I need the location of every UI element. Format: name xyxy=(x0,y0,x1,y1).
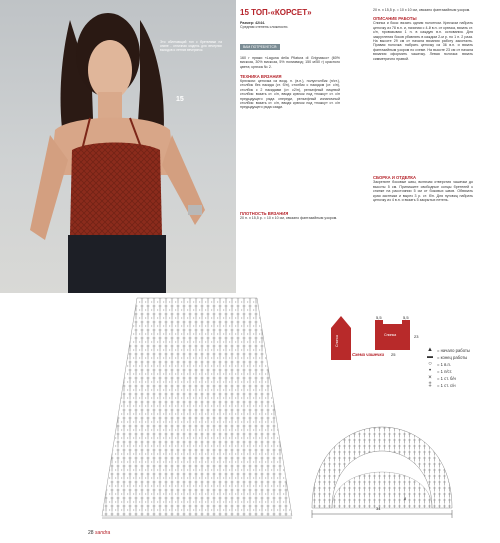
dim-23: 23 xyxy=(414,334,419,339)
pattern-number: 15 xyxy=(240,8,249,17)
cup-width-label: 34 xyxy=(376,506,381,511)
double-crochet-icon: ‡ xyxy=(428,382,432,388)
density-text: 20 п. х 15,5 р. = 10 х 10 см, связано фантазийным узором. xyxy=(240,216,338,221)
legend-item: ‡ = 1 ст. с/н xyxy=(425,382,495,389)
description-column xyxy=(373,8,473,260)
cup-chart-title: Схема чашечки xyxy=(352,352,385,357)
description-text: Спинка и бока: вязать одним полотном. Крючком набрать цепочку из 78 в.п. и, начиная с 4-й в.п. от крючка, вязать ст. с/н, провязывая 1 п. в каждую в.п. основания. Для закругления боков убавлять в каждом 2-м р. по 1 п. 2 раза. На высоте 29 см от начала вязания работу закончить. Правая полочка: набрать цепочку из 36 в.п. и вязать фантазийным узором по схеме. На высоте 23 см от начала вязания оформить чашечку. Левая полочка: вязать симметрично правой. xyxy=(373,21,473,61)
technique-text: Крючком: цепочка из возд. п. (в.п.), полустолбик (п/ст.), столбик без накида (ст. б/н), столбик с накидом (ст. с/н), столбик с 2 накидами (ст. с2/н), рельефный лицевой столбик: вязать ст. с/н, вводя крючок под «ножку» ст. с/н предыдущего ряда спереди, рельефный изнаночный столбик: вязать ст. с/н, вводя крючок под «ножку» ст. с/н предыдущего ряда сзади. xyxy=(240,79,340,110)
description-header: ОПИСАНИЕ РАБОТЫ xyxy=(373,16,417,22)
pattern-size: Размер: 42/44. xyxy=(240,21,266,25)
materials-badge: ВАМ ПОТРЕБУЕТСЯ: xyxy=(240,44,280,50)
brand-name: sandra xyxy=(94,530,111,536)
assembly-text: Закрепите боковые швы, включая отверстия чашечки до высоты 5 см. Припишите свободные концы бретелей к спинке на расстоянии 5 см от боковых швов. Обвязать края застежки и вырез 3 р. ст. б/н. Для пуговиц набрать цепочку из 4 в.п. и вязать 5 закрытых петель. xyxy=(373,180,473,203)
chain-stitch-icon: ○ xyxy=(428,361,432,367)
model-photo xyxy=(0,0,236,293)
strap-label: Спинка xyxy=(334,335,339,347)
page-footer xyxy=(88,530,110,536)
single-crochet-icon: × xyxy=(428,375,432,381)
start-icon: ▲ xyxy=(427,347,433,353)
legend-item: ○ = 1 в.п. xyxy=(425,361,495,368)
materials-text: 160 г пряжи «Laguna della Pilatura di Grignasco» (60% вискоза, 30% вискоза, 5% полиамид; 150 м/50 г) красного цвета; крючок № 2. xyxy=(240,55,340,69)
legend-item: × = 1 ст. б/н xyxy=(425,375,495,382)
density-header: ПЛОТНОСТЬ ВЯЗАНИЯ xyxy=(240,211,289,217)
pattern-title xyxy=(240,8,340,17)
pattern-title-block xyxy=(240,8,340,220)
technique-header: ТЕХНИКА ВЯЗАНИЯ xyxy=(240,74,282,80)
slip-stitch-icon: • xyxy=(428,368,432,374)
legend-item: ▲ = начало работы xyxy=(425,347,495,354)
legend-item: ▬ = конец работы xyxy=(427,354,468,360)
cup-bottom-label: 8 xyxy=(404,496,407,501)
page-number: 28 xyxy=(88,530,94,536)
end-icon: ▬ xyxy=(427,354,433,360)
dim-25: 25 xyxy=(391,352,396,357)
photo-item-number: 15 xyxy=(176,96,184,103)
right-intro: 20 п. х 15,5 р. = 10 х 10 см, связано фантазийным узором. xyxy=(373,8,471,12)
crochet-chart-main xyxy=(97,296,297,521)
dim-55-right: 5,5 xyxy=(403,315,409,320)
back-label: Спинка xyxy=(384,333,397,337)
pattern-difficulty: Средняя степень сложности. xyxy=(240,25,289,30)
dim-55-left: 5,5 xyxy=(376,315,382,320)
pattern-name: ТОП-«КОРСЕТ» xyxy=(251,8,312,17)
photo-caption: Это облегающий топ с бретелями на спине - отличная модель для вечерних выходов и летних вечеринок. xyxy=(160,40,222,52)
assembly-header: СБОРКА И ОТДЕЛКА xyxy=(373,175,417,181)
legend-item: • = 1 п/ст. xyxy=(425,368,495,375)
cup-chart xyxy=(302,360,462,520)
